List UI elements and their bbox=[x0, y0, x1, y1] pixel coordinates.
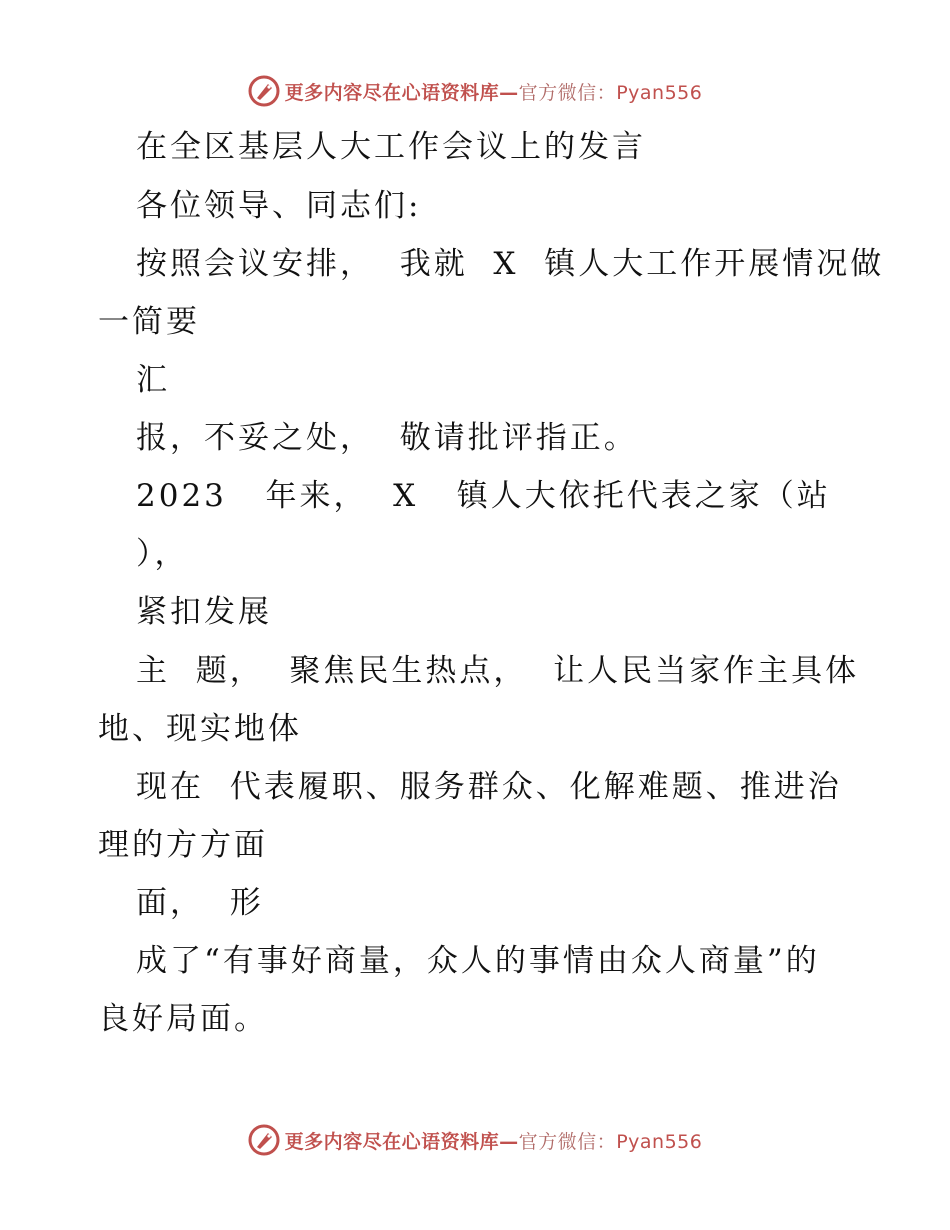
watermark-brand: 更多内容尽在心语资料库 bbox=[284, 81, 500, 104]
text-line: 现在 代表履职、服务群众、化解难题、推进治 bbox=[136, 769, 842, 805]
text-line: 地、现实地体 bbox=[98, 711, 302, 747]
watermark-brand: 更多内容尽在心语资料库 bbox=[284, 1130, 500, 1153]
text-line: 理的方方面 bbox=[98, 827, 268, 863]
text-line: 一简要 bbox=[98, 304, 200, 340]
text-line: 按照会议安排， 我就 X 镇人大工作开展情况做 bbox=[136, 246, 885, 282]
text-line: 汇 bbox=[136, 362, 170, 398]
watermark-dash: — bbox=[499, 81, 519, 104]
text-line: 良好局面。 bbox=[98, 1001, 268, 1037]
text-line: 紧扣发展 bbox=[136, 594, 272, 630]
watermark-footer bbox=[0, 1120, 950, 1160]
watermark-id: Pyan556 bbox=[616, 1130, 703, 1153]
text-line: 报，不妥之处， 敬请批评指正。 bbox=[136, 420, 638, 456]
watermark-label: 官方微信： bbox=[518, 1130, 617, 1153]
text-line: 2023 年来， X 镇人大依托代表之家（站 bbox=[136, 478, 831, 514]
watermark-header bbox=[0, 71, 950, 111]
text-line: 面， 形 bbox=[136, 885, 264, 921]
text-line: 成了“有事好商量，众人的事情由众人商量”的 bbox=[136, 943, 820, 979]
text-line: 主 题， 聚焦民生热点， 让人民当家作主具体 bbox=[136, 653, 860, 689]
pen-nib-logo-icon bbox=[248, 75, 280, 107]
pen-nib-logo-icon bbox=[248, 1124, 280, 1156]
text-line: 各位领导、同志们: bbox=[136, 188, 422, 224]
watermark-label: 官方微信： bbox=[518, 81, 617, 104]
text-line: ）， bbox=[136, 536, 189, 572]
document-title: 在全区基层人大工作会议上的发言 bbox=[136, 129, 646, 165]
watermark-dash: — bbox=[499, 1130, 519, 1153]
watermark-id: Pyan556 bbox=[616, 81, 703, 104]
